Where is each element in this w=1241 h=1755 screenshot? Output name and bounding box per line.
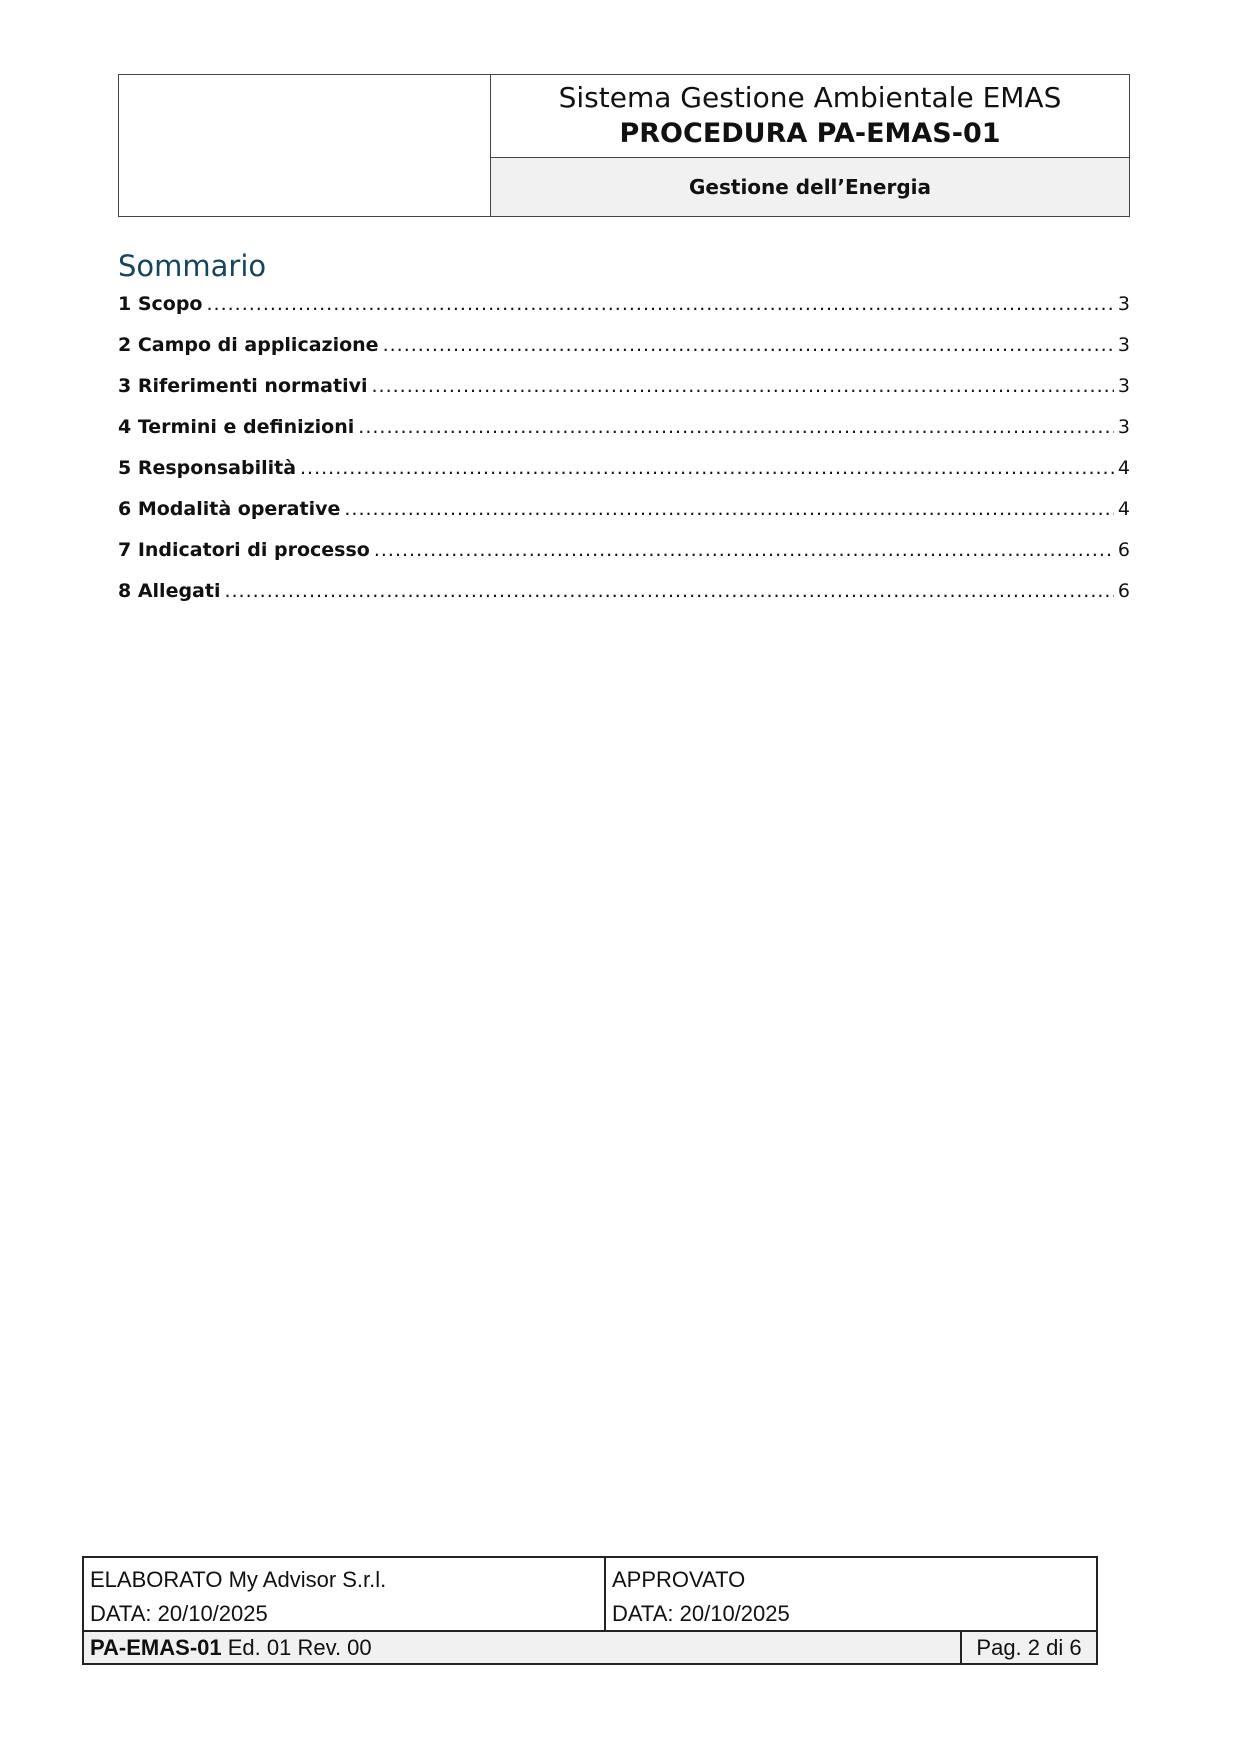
document-code: PA-EMAS-01 <box>90 1635 222 1660</box>
toc-leader-dots <box>374 536 1114 564</box>
toc-item-label: 7 Indicatori di processo <box>118 539 370 561</box>
document-header <box>118 74 1130 217</box>
toc-item-campo-applicazione[interactable] <box>118 331 1130 372</box>
footer-code-row <box>84 1632 1096 1663</box>
toc-item-page: 4 <box>1117 498 1130 520</box>
procedure-subtitle: Gestione dell’Energia <box>491 158 1129 216</box>
document-edition: Ed. 01 Rev. 00 <box>227 1635 372 1660</box>
toc-leader-dots <box>344 495 1114 523</box>
toc-leader-dots <box>358 413 1114 441</box>
summary-heading: Sommario <box>118 249 267 283</box>
toc-leader-dots <box>383 331 1114 359</box>
toc-item-label: 8 Allegati <box>118 580 221 602</box>
header-title-block <box>491 75 1129 216</box>
toc-item-label: 6 Modalità operative <box>118 498 341 520</box>
table-of-contents <box>118 290 1130 618</box>
toc-leader-dots <box>300 454 1114 482</box>
approved-date: DATA: 20/10/2025 <box>612 1601 790 1626</box>
toc-item-label: 3 Riferimenti normativi <box>118 375 368 397</box>
toc-item-page: 6 <box>1117 580 1130 602</box>
toc-item-page: 3 <box>1117 416 1130 438</box>
toc-item-termini-definizioni[interactable] <box>118 413 1130 454</box>
toc-item-allegati[interactable] <box>118 577 1130 618</box>
header-title-cell <box>491 75 1129 158</box>
toc-leader-dots <box>372 372 1114 400</box>
toc-item-page: 3 <box>1117 293 1130 315</box>
toc-item-page: 4 <box>1117 457 1130 479</box>
toc-item-modalita-operative[interactable] <box>118 495 1130 536</box>
toc-item-label: 5 Responsabilità <box>118 457 297 479</box>
toc-leader-dots <box>224 577 1113 605</box>
prepared-date: DATA: 20/10/2025 <box>90 1601 268 1626</box>
page-number: Pag. 2 di 6 <box>976 1635 1082 1660</box>
document-code-cell <box>84 1632 962 1663</box>
toc-item-scopo[interactable] <box>118 290 1130 331</box>
logo-cell <box>119 75 491 216</box>
toc-item-page: 3 <box>1117 375 1130 397</box>
toc-leader-dots <box>207 290 1114 318</box>
approved-label: APPROVATO <box>612 1567 746 1592</box>
toc-item-label: 1 Scopo <box>118 293 203 315</box>
system-title: Sistema Gestione Ambientale EMAS <box>558 81 1062 114</box>
toc-item-responsabilita[interactable] <box>118 454 1130 495</box>
toc-item-label: 2 Campo di applicazione <box>118 334 379 356</box>
prepared-by: ELABORATO My Advisor S.r.l. <box>90 1567 387 1592</box>
footer-approval-row <box>84 1558 1096 1632</box>
prepared-cell <box>84 1558 606 1630</box>
document-footer <box>82 1556 1098 1665</box>
approved-cell <box>606 1558 1096 1630</box>
toc-item-page: 6 <box>1117 539 1130 561</box>
toc-item-indicatori-processo[interactable] <box>118 536 1130 577</box>
toc-item-riferimenti-normativi[interactable] <box>118 372 1130 413</box>
toc-item-label: 4 Termini e definizioni <box>118 416 355 438</box>
procedure-code: PROCEDURA PA-EMAS-01 <box>619 118 1001 149</box>
toc-item-page: 3 <box>1117 334 1130 356</box>
